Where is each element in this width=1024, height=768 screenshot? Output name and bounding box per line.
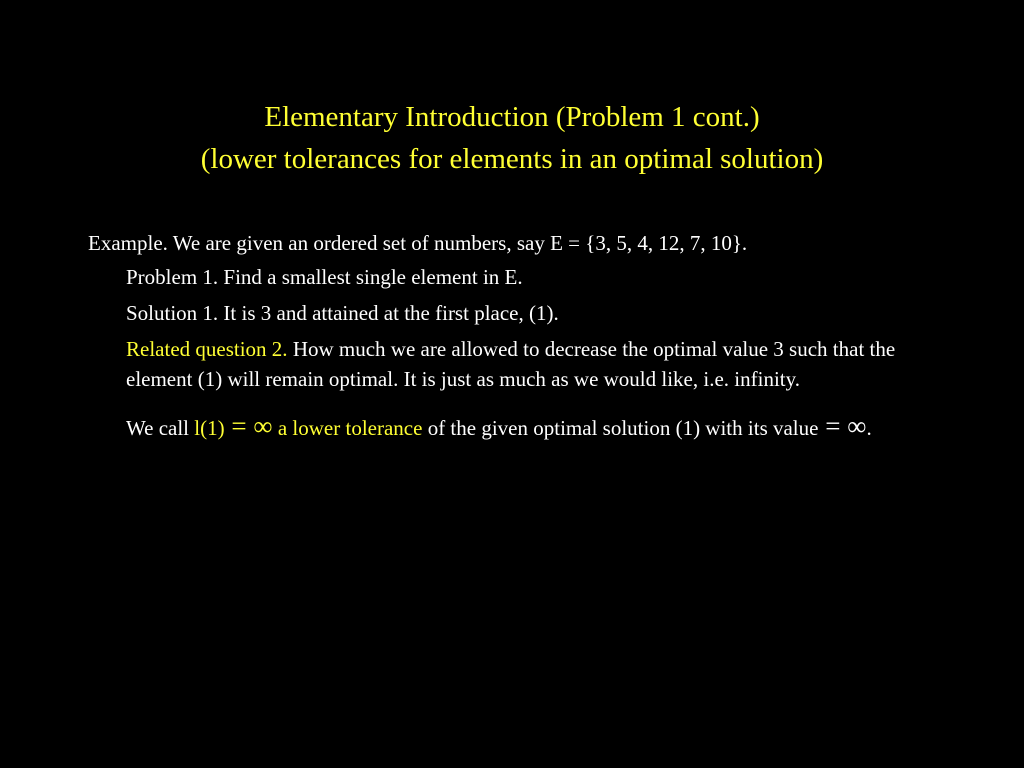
related-question-label: Related question 2.: [126, 337, 288, 361]
related-question-text: How much we are allowed to decrease the optimal value 3 such that the element (1) will remain optimal. It is just as much as we would like, i.e. infinity.: [126, 337, 896, 391]
wecall-end: .: [866, 416, 872, 440]
tolerance-symbol: l(1): [194, 416, 225, 440]
related-question-paragraph: [126, 334, 948, 394]
wecall-prefix: We call: [126, 416, 195, 440]
lower-tolerance-term: a lower tolerance: [272, 416, 423, 440]
example-paragraph: Example. We are given an ordered set of numbers, say E = {3, 5, 4, 12, 7, 10}.: [88, 231, 748, 255]
lower-tolerance-paragraph: [126, 402, 948, 452]
solution-paragraph: Solution 1. It is 3 and attained at the first place, (1).: [126, 301, 559, 325]
equals-sign-2: =: [818, 411, 848, 441]
infinity-symbol-2: ∞: [847, 411, 867, 441]
infinity-symbol: ∞: [253, 411, 273, 441]
equals-sign: =: [224, 411, 254, 441]
slide-body: [88, 228, 948, 452]
problem-paragraph: Problem 1. Find a smallest single element in E.: [126, 265, 523, 289]
slide-title: [0, 96, 1024, 180]
title-line-1: Elementary Introduction (Problem 1 cont.): [264, 101, 760, 133]
wecall-rest: of the given optimal solution (1) with its value: [422, 416, 819, 440]
title-line-2: (lower tolerances for elements in an optimal solution): [200, 143, 824, 175]
